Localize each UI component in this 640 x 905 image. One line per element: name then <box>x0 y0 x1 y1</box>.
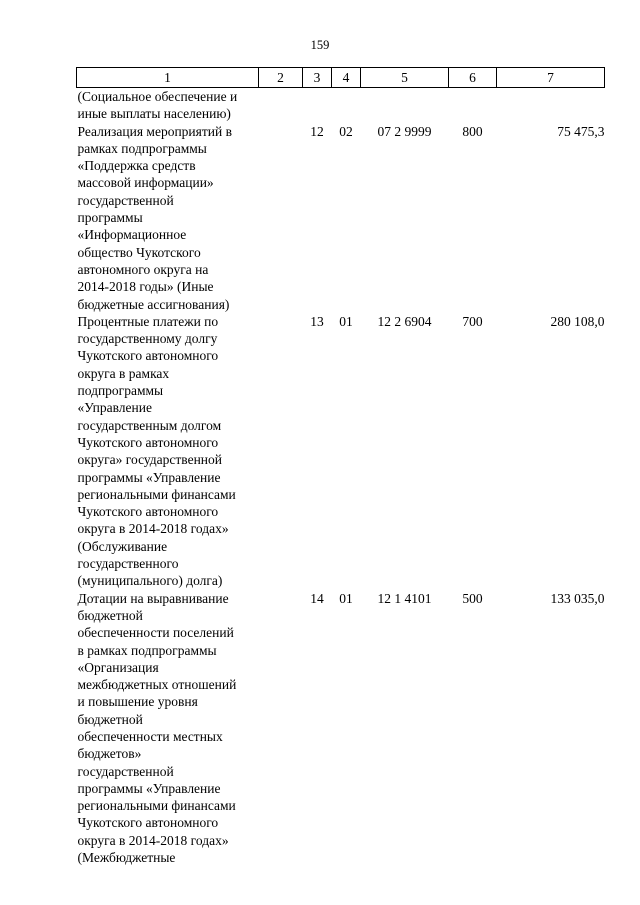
description-line: (Социальное обеспечение и <box>77 89 238 104</box>
description-line: «Поддержка средств <box>77 158 196 174</box>
description-line: государственному долгу <box>77 331 218 347</box>
description-line: (Межбюджетные <box>77 850 176 866</box>
description-line: «Информационное <box>77 227 187 243</box>
table-row <box>77 123 605 313</box>
description-line: Дотации на выравнивание <box>77 590 229 606</box>
description-line: бюджетные ассигнования) <box>77 296 230 312</box>
row-cell-4 <box>332 88 361 123</box>
row-description <box>77 123 259 313</box>
description-line: Процентные платежи по <box>77 313 219 329</box>
description-line: межбюджетных отношений <box>77 677 237 693</box>
description-line: рамках подпрограммы <box>77 140 207 156</box>
description-line: (Обслуживание <box>77 538 168 554</box>
description-line: округа в 2014-2018 годах» <box>77 521 229 537</box>
description-line: подпрограммы <box>77 383 164 399</box>
row-cell-5: 12 1 4101 <box>377 590 432 606</box>
row-cell-6: 700 <box>462 313 483 329</box>
row-cell-2 <box>259 313 303 590</box>
row-cell-7: 133 035,0 <box>550 590 605 606</box>
row-cell-5: 12 2 6904 <box>377 313 432 329</box>
table-row <box>77 313 605 590</box>
row-cell-5: 07 2 9999 <box>377 123 432 139</box>
description-line: (муниципального) долга) <box>77 573 223 589</box>
row-description <box>77 88 259 123</box>
header-col-1: 1 <box>77 68 259 88</box>
description-line: Чукотского автономного <box>77 434 219 450</box>
row-cell-4: 01 <box>339 313 353 329</box>
header-col-5: 5 <box>361 68 449 88</box>
description-line: программы <box>77 210 143 226</box>
row-cell-7: 280 108,0 <box>550 313 605 329</box>
row-cell-6: 500 <box>462 590 483 606</box>
row-cell-3: 12 <box>310 123 324 139</box>
header-row <box>77 68 605 88</box>
row-cell-3: 13 <box>310 313 324 329</box>
header-col-2: 2 <box>259 68 303 88</box>
description-line: «Управление <box>77 400 152 416</box>
description-line: обеспеченности поселений <box>77 625 234 641</box>
row-cell-3: 14 <box>310 590 324 606</box>
description-line: государственной <box>77 192 174 208</box>
row-cell-5 <box>361 88 449 123</box>
table-body <box>77 88 605 867</box>
row-description <box>77 590 259 867</box>
row-cell-3 <box>303 88 332 123</box>
description-line: государственной <box>77 763 174 779</box>
row-cell-6: 800 <box>462 123 483 139</box>
description-line: иные выплаты населению) <box>77 106 231 122</box>
description-line: региональными финансами <box>77 486 236 502</box>
description-line: автономного округа на <box>77 261 209 277</box>
row-cell-4: 02 <box>339 123 353 139</box>
description-line: бюджетной <box>77 711 143 727</box>
table-row <box>77 590 605 867</box>
row-cell-7 <box>497 88 605 123</box>
header-col-3: 3 <box>303 68 332 88</box>
header-col-4: 4 <box>332 68 361 88</box>
description-line: округа в 2014-2018 годах» <box>77 832 229 848</box>
description-line: бюджетной <box>77 607 143 623</box>
description-line: Чукотского автономного <box>77 504 219 520</box>
description-line: государственного <box>77 556 179 572</box>
table-row <box>77 88 605 123</box>
description-line: обеспеченности местных <box>77 728 223 744</box>
description-line: «Организация <box>77 659 159 675</box>
description-line: государственным долгом <box>77 417 222 433</box>
description-line: Реализация мероприятий в <box>77 123 232 139</box>
description-line: массовой информации» <box>77 175 214 191</box>
row-description <box>77 313 259 590</box>
row-cell-7: 75 475,3 <box>557 123 605 139</box>
description-line: общество Чукотского <box>77 244 201 260</box>
description-line: округа» государственной <box>77 452 222 468</box>
page-number: 159 <box>310 38 330 52</box>
budget-table <box>76 67 605 866</box>
row-cell-2 <box>259 590 303 867</box>
description-line: программы «Управление <box>77 469 221 485</box>
description-line: программы «Управление <box>77 780 221 796</box>
header-col-6: 6 <box>449 68 497 88</box>
header-col-7: 7 <box>497 68 605 88</box>
row-cell-2 <box>259 123 303 313</box>
description-line: Чукотского автономного <box>77 815 219 831</box>
row-cell-2 <box>259 88 303 123</box>
description-line: Чукотского автономного <box>77 348 219 364</box>
description-line: региональными финансами <box>77 798 236 814</box>
description-line: округа в рамках <box>77 365 170 381</box>
row-cell-4: 01 <box>339 590 353 606</box>
row-cell-6 <box>449 88 497 123</box>
description-line: 2014-2018 годы» (Иные <box>77 279 214 295</box>
description-line: в рамках подпрограммы <box>77 642 217 658</box>
description-line: и повышение уровня <box>77 694 198 710</box>
description-line: бюджетов» <box>77 746 142 762</box>
